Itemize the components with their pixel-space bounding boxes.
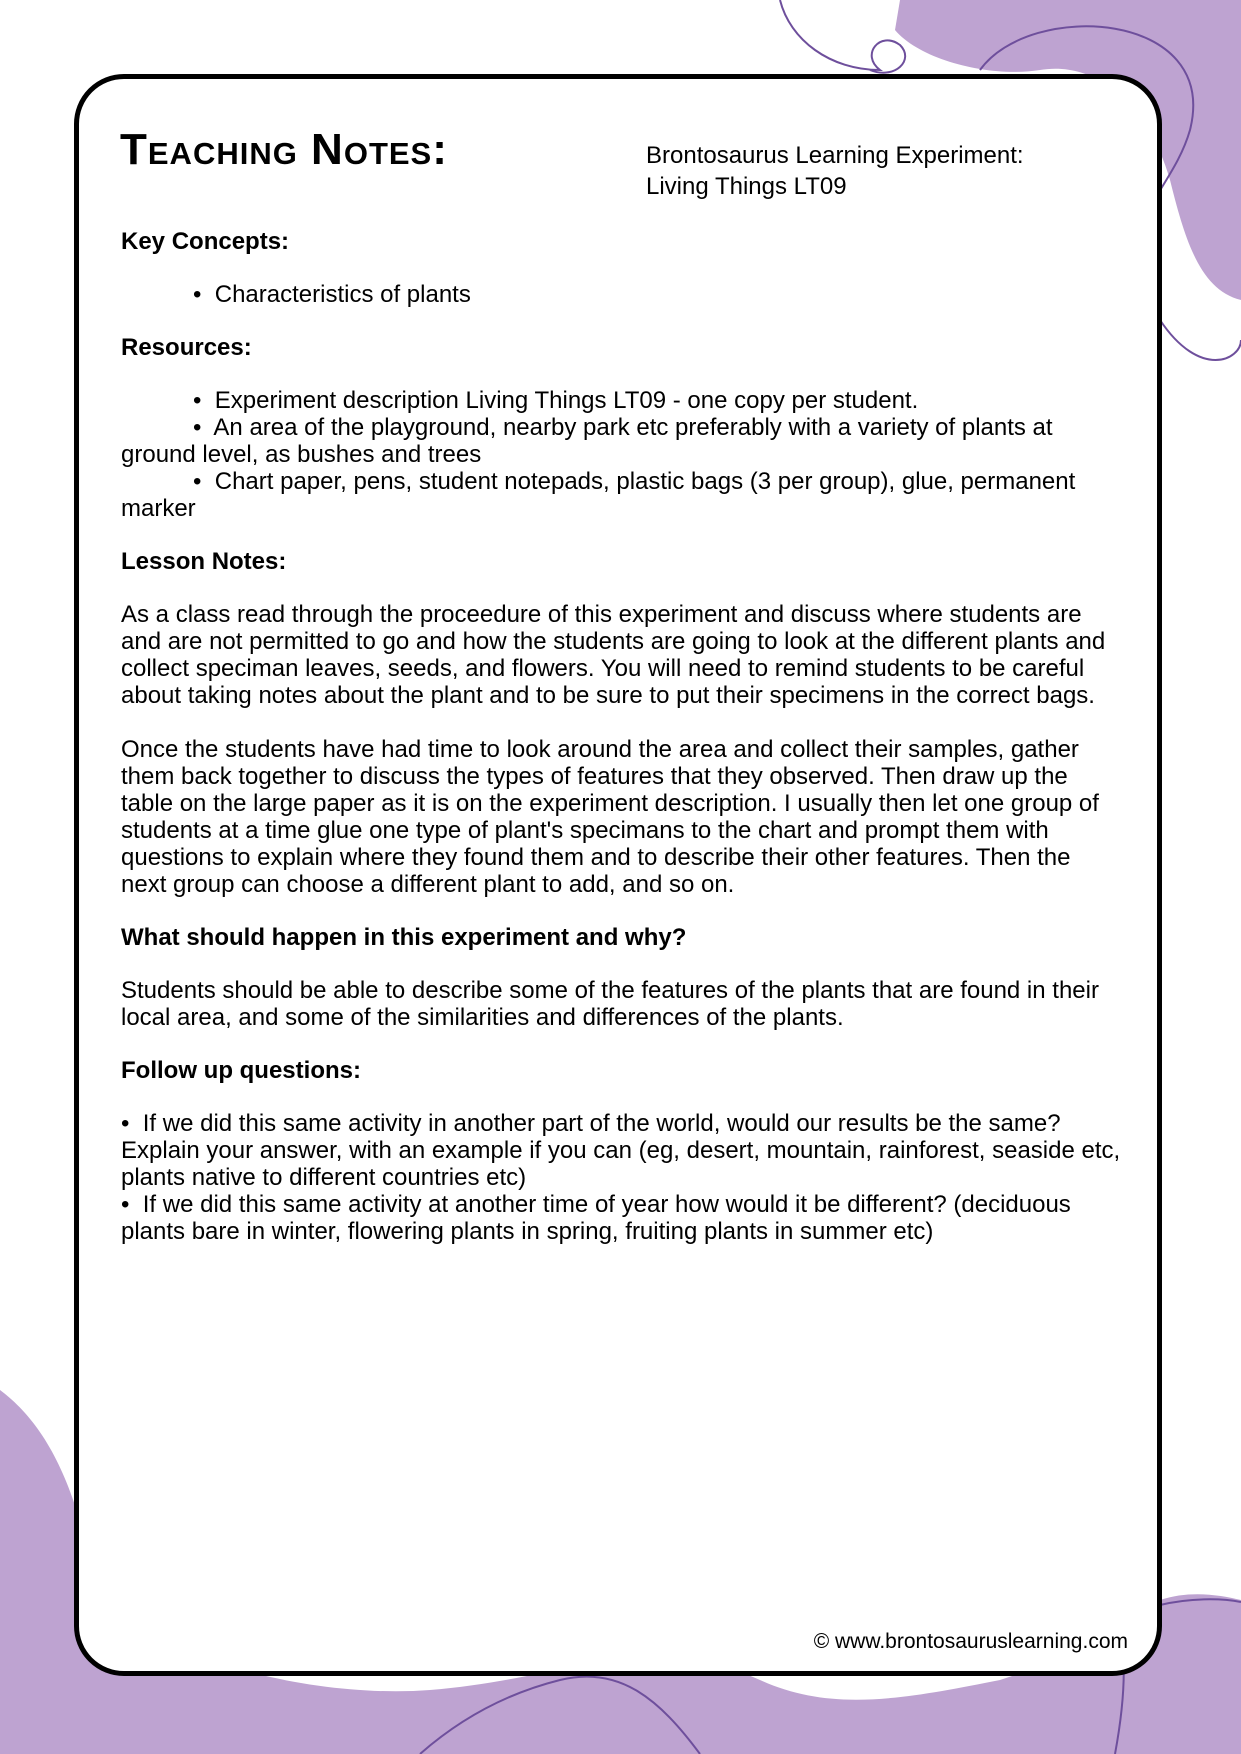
lesson-paragraph: As a class read through the proceedure of this experiment and discuss where students are and are not permitted to go and how the students are going to look at the different plants and collect speciman leaves, seeds, and flowers. You will need to remind students to be careful about taking notes about the plant and to be sure to put their specimens in the correct bags.: [121, 601, 1106, 709]
page-title: Teaching Notes:: [120, 125, 448, 174]
key-concept-item: • Characteristics of plants: [193, 281, 471, 308]
key-concepts-heading: Key Concepts:: [121, 228, 290, 255]
resource-item: • Experiment description Living Things LT09 - one copy per student.: [193, 387, 919, 414]
what-happens-heading: What should happen in this experiment and why?: [121, 924, 687, 951]
follow-up-heading: Follow up questions:: [121, 1057, 361, 1084]
follow-up-item: • If we did this same activity at another time of year how would it be different? (deciduous plants bare in winter, flowering plants in spring, fruiting plants in summer etc): [121, 1191, 1071, 1245]
lesson-paragraph: Once the students have had time to look around the area and collect their samples, gather them back together to discuss the types of features that they observed. Then draw up the table on the large paper as it is on the experiment description. I usually then let one group of students at a time glue one type of plant's specimans to the chart and prompt them with questions to explain where they found them and to describe their other features. Then the next group can choose a different plant to add, and so on.: [121, 736, 1099, 898]
copyright-footer: © www.brontosauruslearning.com: [813, 1630, 1128, 1653]
subtitle-line-1: Brontosaurus Learning Experiment:: [646, 142, 1024, 169]
resources-heading: Resources:: [121, 334, 252, 361]
lesson-notes-heading: Lesson Notes:: [121, 548, 287, 575]
experiment-subtitle: [646, 140, 1066, 202]
what-happens-text: Students should be able to describe some of the features of the plants that are found in their local area, and some of the similarities and differences of the plants.: [121, 977, 1099, 1031]
resource-item: • Chart paper, pens, student notepads, plastic bags (3 per group), glue, permanent marker: [121, 468, 1076, 522]
resource-item: • An area of the playground, nearby park etc preferably with a variety of plants at ground level, as bushes and trees: [121, 414, 1053, 468]
subtitle-line-2: Living Things LT09: [646, 173, 847, 200]
notes-content: [121, 226, 1121, 1245]
follow-up-item: • If we did this same activity in another part of the world, would our results be the same? Explain your answer, with an example if you can (eg, desert, mountain, rainforest, seaside etc, plants native to different countries etc): [121, 1110, 1121, 1191]
